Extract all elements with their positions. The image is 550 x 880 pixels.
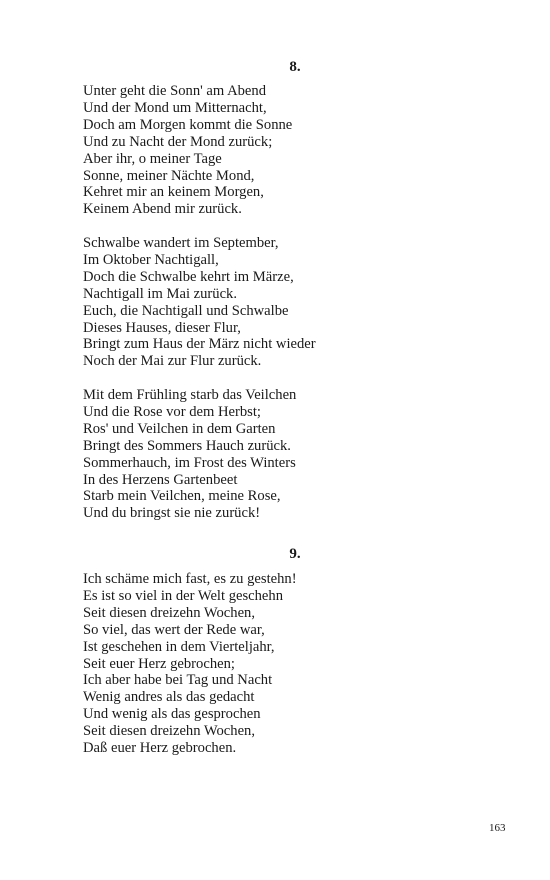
verse-line: Doch am Morgen kommt die Sonne <box>83 116 293 133</box>
poem-9-stanza-1 <box>83 571 297 757</box>
verse-line: Daß euer Herz gebrochen. <box>83 740 237 757</box>
verse-line: Es ist so viel in der Welt geschehn <box>83 587 283 604</box>
verse-line: Mit dem Frühling starb das Veilchen <box>83 387 297 403</box>
verse-line: Starb mein Veilchen, meine Rose, <box>83 488 281 505</box>
poem-8-stanza-3 <box>83 387 296 522</box>
poem-8-stanza-1 <box>83 83 292 218</box>
verse-line: Und der Mond um Mitternacht, <box>83 99 267 116</box>
verse-line: Ros' und Veilchen in dem Garten <box>83 420 276 437</box>
verse-line: Sonne, meiner Nächte Mond, <box>83 167 255 184</box>
verse-line: Ich aber habe bei Tag und Nacht <box>83 672 273 689</box>
verse-line: Nachtigall im Mai zurück. <box>83 285 237 302</box>
verse-line: Bringt zum Haus der März nicht wieder <box>83 336 316 353</box>
verse-line: Keinem Abend mir zurück. <box>83 201 242 218</box>
verse-line: Und wenig als das gesprochen <box>83 706 261 723</box>
verse-line: Und zu Nacht der Mond zurück; <box>83 133 273 150</box>
verse-line: Dieses Hauses, dieser Flur, <box>83 319 241 336</box>
verse-line: Kehret mir an keinem Morgen, <box>83 184 264 201</box>
poem-number-8: 8. <box>289 59 301 75</box>
verse-line: Euch, die Nachtigall und Schwalbe <box>83 302 289 319</box>
verse-line: Seit diesen dreizehn Wochen, <box>83 723 256 740</box>
verse-line: Doch die Schwalbe kehrt im Märze, <box>83 268 294 285</box>
verse-line: Aber ihr, o meiner Tage <box>83 150 222 167</box>
verse-line: Schwalbe wandert im September, <box>83 235 279 251</box>
verse-line: Unter geht die Sonn' am Abend <box>83 83 266 99</box>
verse-line: Ich schäme mich fast, es zu gestehn! <box>83 571 297 587</box>
verse-line: Und du bringst sie nie zurück! <box>83 505 261 522</box>
verse-line: Seit euer Herz gebrochen; <box>83 655 235 672</box>
page-number: 163 <box>489 822 506 834</box>
verse-line: Sommerhauch, im Frost des Winters <box>83 454 296 471</box>
verse-line: Seit diesen dreizehn Wochen, <box>83 604 256 621</box>
verse-line: Wenig andres als das gedacht <box>83 689 255 706</box>
verse-line: Bringt des Sommers Hauch zurück. <box>83 437 291 454</box>
verse-line: In des Herzens Gartenbeet <box>83 471 238 488</box>
verse-line: Im Oktober Nachtigall, <box>83 251 219 268</box>
verse-line: Ist geschehen in dem Vierteljahr, <box>83 638 275 655</box>
verse-line: Noch der Mai zur Flur zurück. <box>83 353 262 370</box>
poem-8-stanza-2 <box>83 235 316 370</box>
verse-line: Und die Rose vor dem Herbst; <box>83 403 261 420</box>
poem-number-9: 9. <box>289 546 301 562</box>
verse-line: So viel, das wert der Rede war, <box>83 621 265 638</box>
